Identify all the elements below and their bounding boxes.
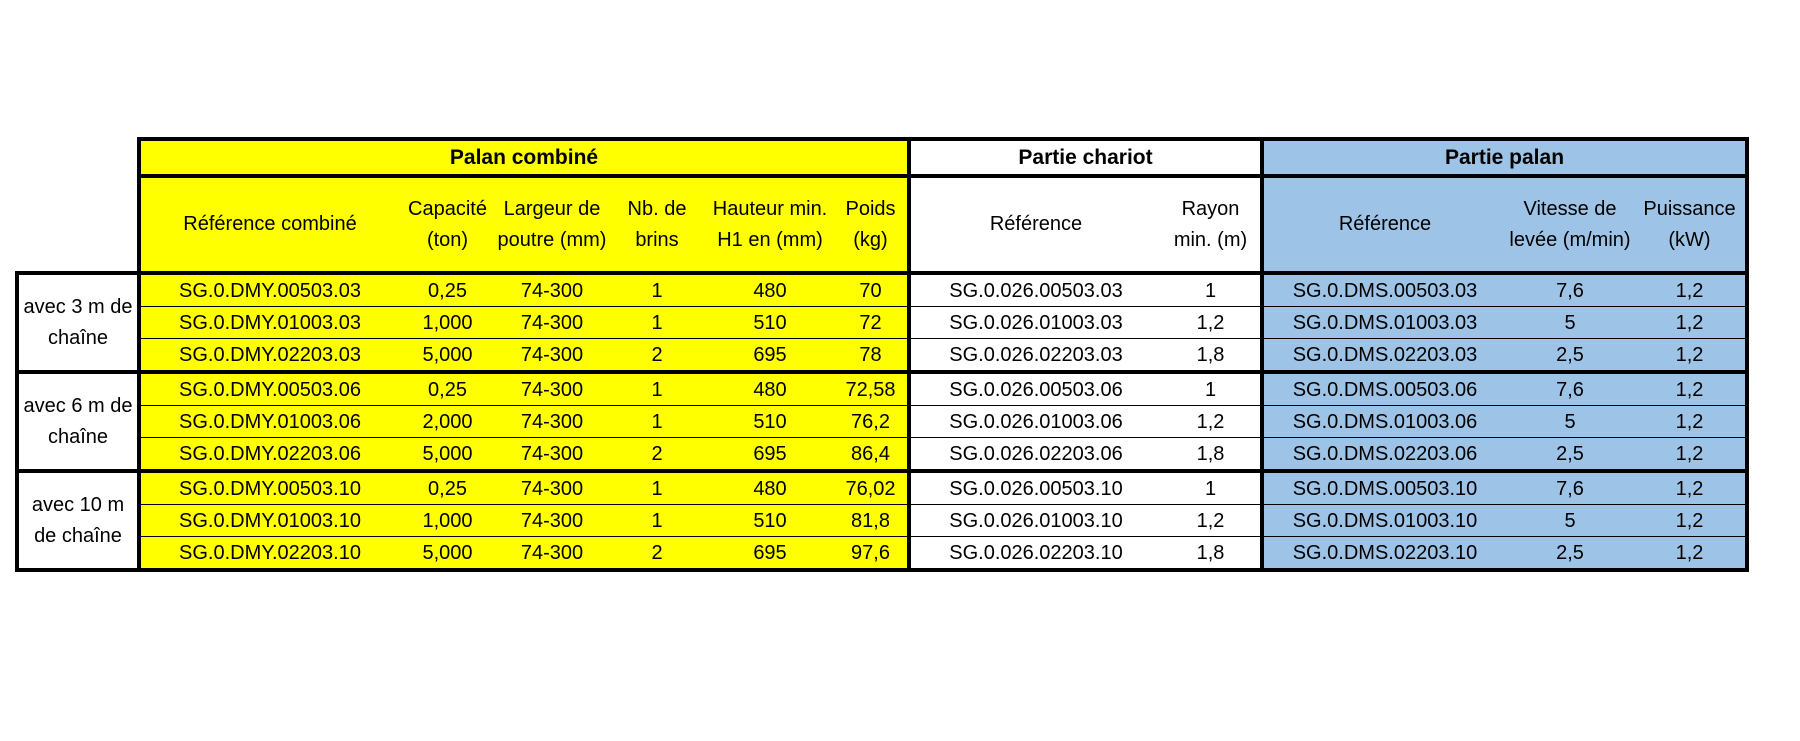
cell-rayon: 1 [1161,372,1262,406]
cell-hauteur: 510 [706,307,834,339]
cell-ref-palan: SG.0.DMS.00503.03 [1262,273,1506,307]
cell-vitesse: 7,6 [1506,471,1634,505]
cell-largeur: 74-300 [496,307,608,339]
cell-puissance: 1,2 [1634,471,1747,505]
cell-capacite: 5,000 [399,339,496,373]
cell-brins: 1 [608,273,706,307]
cell-ref-combine: SG.0.DMY.02203.10 [139,537,399,571]
col-largeur: Largeur de poutre (mm) [496,176,608,273]
col-poids: Poids (kg) [834,176,909,273]
section-label: avec 10 m de chaîne [17,471,139,570]
cell-capacite: 5,000 [399,438,496,472]
cell-ref-combine: SG.0.DMY.02203.03 [139,339,399,373]
cell-poids: 78 [834,339,909,373]
cell-largeur: 74-300 [496,372,608,406]
cell-puissance: 1,2 [1634,537,1747,571]
table-row [17,438,1747,472]
cell-ref-chariot: SG.0.026.00503.10 [909,471,1161,505]
cell-poids: 76,2 [834,406,909,438]
cell-ref-palan: SG.0.DMS.02203.03 [1262,339,1506,373]
cell-vitesse: 2,5 [1506,339,1634,373]
spec-table [15,137,1749,572]
cell-rayon: 1,2 [1161,406,1262,438]
table-row [17,505,1747,537]
cell-largeur: 74-300 [496,406,608,438]
cell-hauteur: 480 [706,471,834,505]
spec-table-wrapper [15,137,1749,572]
cell-ref-palan: SG.0.DMS.01003.06 [1262,406,1506,438]
cell-largeur: 74-300 [496,273,608,307]
cell-hauteur: 510 [706,505,834,537]
corner-cell [17,176,139,273]
cell-ref-palan: SG.0.DMS.00503.06 [1262,372,1506,406]
col-ref-palan: Référence [1262,176,1506,273]
cell-poids: 97,6 [834,537,909,571]
cell-capacite: 1,000 [399,505,496,537]
cell-ref-palan: SG.0.DMS.02203.10 [1262,537,1506,571]
cell-rayon: 1,8 [1161,438,1262,472]
col-rayon: Rayon min. (m) [1161,176,1262,273]
cell-rayon: 1 [1161,471,1262,505]
cell-ref-chariot: SG.0.026.02203.03 [909,339,1161,373]
cell-puissance: 1,2 [1634,438,1747,472]
cell-vitesse: 5 [1506,505,1634,537]
cell-hauteur: 695 [706,438,834,472]
cell-ref-palan: SG.0.DMS.00503.10 [1262,471,1506,505]
cell-hauteur: 695 [706,537,834,571]
cell-brins: 2 [608,537,706,571]
table-row [17,406,1747,438]
col-brins: Nb. de brins [608,176,706,273]
col-vitesse: Vitesse de levée (m/min) [1506,176,1634,273]
cell-ref-palan: SG.0.DMS.01003.10 [1262,505,1506,537]
cell-largeur: 74-300 [496,505,608,537]
cell-vitesse: 5 [1506,406,1634,438]
cell-puissance: 1,2 [1634,307,1747,339]
cell-poids: 72,58 [834,372,909,406]
group-palan-combine: Palan combiné [139,139,909,176]
cell-capacite: 2,000 [399,406,496,438]
table-row [17,339,1747,373]
cell-brins: 2 [608,438,706,472]
cell-rayon: 1,8 [1161,537,1262,571]
cell-ref-combine: SG.0.DMY.01003.10 [139,505,399,537]
table-body [17,273,1747,570]
cell-ref-chariot: SG.0.026.02203.10 [909,537,1161,571]
cell-ref-chariot: SG.0.026.01003.06 [909,406,1161,438]
cell-poids: 81,8 [834,505,909,537]
cell-rayon: 1 [1161,273,1262,307]
col-puissance: Puissance (kW) [1634,176,1747,273]
cell-rayon: 1,2 [1161,307,1262,339]
table-row [17,307,1747,339]
cell-ref-combine: SG.0.DMY.00503.10 [139,471,399,505]
cell-brins: 1 [608,406,706,438]
cell-puissance: 1,2 [1634,273,1747,307]
group-header-row [17,139,1747,176]
cell-ref-combine: SG.0.DMY.01003.06 [139,406,399,438]
cell-ref-palan: SG.0.DMS.02203.06 [1262,438,1506,472]
col-capacite: Capacité (ton) [399,176,496,273]
cell-ref-chariot: SG.0.026.00503.03 [909,273,1161,307]
group-partie-chariot: Partie chariot [909,139,1262,176]
cell-hauteur: 695 [706,339,834,373]
section-label: avec 6 m de chaîne [17,372,139,471]
cell-capacite: 0,25 [399,273,496,307]
cell-capacite: 5,000 [399,537,496,571]
cell-hauteur: 480 [706,273,834,307]
column-header-row [17,176,1747,273]
col-ref-chariot: Référence [909,176,1161,273]
col-hauteur: Hauteur min. H1 en (mm) [706,176,834,273]
cell-ref-combine: SG.0.DMY.00503.06 [139,372,399,406]
cell-puissance: 1,2 [1634,505,1747,537]
cell-poids: 86,4 [834,438,909,472]
cell-vitesse: 7,6 [1506,372,1634,406]
section-label: avec 3 m de chaîne [17,273,139,372]
cell-largeur: 74-300 [496,339,608,373]
cell-ref-chariot: SG.0.026.01003.10 [909,505,1161,537]
cell-ref-palan: SG.0.DMS.01003.03 [1262,307,1506,339]
cell-hauteur: 480 [706,372,834,406]
cell-vitesse: 2,5 [1506,438,1634,472]
cell-largeur: 74-300 [496,471,608,505]
cell-puissance: 1,2 [1634,372,1747,406]
cell-ref-chariot: SG.0.026.00503.06 [909,372,1161,406]
corner-cell [17,139,139,176]
cell-capacite: 0,25 [399,471,496,505]
cell-vitesse: 2,5 [1506,537,1634,571]
cell-capacite: 1,000 [399,307,496,339]
cell-brins: 1 [608,372,706,406]
table-row [17,537,1747,571]
cell-largeur: 74-300 [496,438,608,472]
cell-vitesse: 5 [1506,307,1634,339]
cell-largeur: 74-300 [496,537,608,571]
cell-puissance: 1,2 [1634,406,1747,438]
cell-poids: 76,02 [834,471,909,505]
cell-ref-chariot: SG.0.026.01003.03 [909,307,1161,339]
group-partie-palan: Partie palan [1262,139,1747,176]
cell-capacite: 0,25 [399,372,496,406]
cell-poids: 72 [834,307,909,339]
cell-hauteur: 510 [706,406,834,438]
cell-ref-combine: SG.0.DMY.01003.03 [139,307,399,339]
table-row [17,372,1747,406]
table-row [17,471,1747,505]
cell-ref-chariot: SG.0.026.02203.06 [909,438,1161,472]
cell-brins: 1 [608,471,706,505]
cell-puissance: 1,2 [1634,339,1747,373]
cell-vitesse: 7,6 [1506,273,1634,307]
cell-brins: 1 [608,505,706,537]
table-row [17,273,1747,307]
cell-rayon: 1,8 [1161,339,1262,373]
cell-rayon: 1,2 [1161,505,1262,537]
col-ref-combine: Référence combiné [139,176,399,273]
cell-ref-combine: SG.0.DMY.02203.06 [139,438,399,472]
cell-poids: 70 [834,273,909,307]
cell-ref-combine: SG.0.DMY.00503.03 [139,273,399,307]
cell-brins: 2 [608,339,706,373]
cell-brins: 1 [608,307,706,339]
